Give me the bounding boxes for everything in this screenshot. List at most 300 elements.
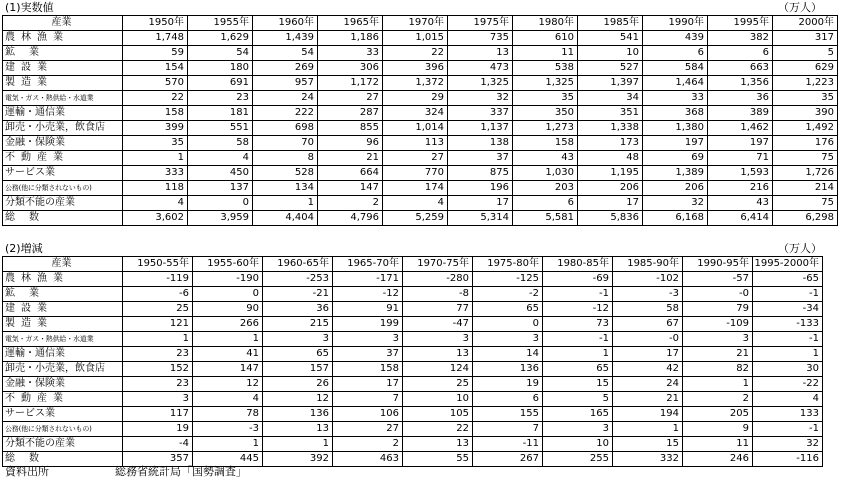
value-cell: 197: [643, 136, 708, 151]
value-cell: 1: [263, 437, 333, 452]
value-cell: 4: [188, 151, 253, 166]
value-cell: 158: [333, 362, 403, 377]
value-cell: 6: [708, 46, 773, 61]
value-cell: -0: [683, 287, 753, 302]
value-cell: 528: [253, 166, 318, 181]
value-cell: 32: [753, 437, 823, 452]
value-cell: 36: [263, 302, 333, 317]
column-header: 1990-95年: [683, 257, 753, 272]
value-cell: 147: [193, 362, 263, 377]
value-cell: 194: [613, 407, 683, 422]
value-cell: 0: [188, 196, 253, 211]
value-cell: 332: [613, 452, 683, 467]
value-cell: 96: [318, 136, 383, 151]
value-cell: 629: [773, 61, 838, 76]
industry-name: 公務(他に分類されないもの): [3, 181, 123, 196]
industry-name: 電気・ガス・熱供給・水道業: [3, 332, 123, 347]
value-cell: 1,372: [383, 76, 448, 91]
source-note: [5, 465, 247, 479]
value-cell: -280: [403, 272, 473, 287]
value-cell: 59: [123, 46, 188, 61]
value-cell: 0: [193, 287, 263, 302]
value-cell: 23: [188, 91, 253, 106]
value-cell: 5,836: [578, 211, 643, 226]
actual-values-table: [2, 15, 838, 226]
value-cell: 113: [383, 136, 448, 151]
value-cell: 390: [773, 106, 838, 121]
value-cell: 37: [448, 151, 513, 166]
value-cell: 1: [753, 347, 823, 362]
value-cell: 1,629: [188, 31, 253, 46]
value-cell: -4: [123, 437, 193, 452]
value-cell: 174: [383, 181, 448, 196]
value-cell: 32: [448, 91, 513, 106]
value-cell: 15: [613, 437, 683, 452]
value-cell: 138: [448, 136, 513, 151]
value-cell: 1: [193, 332, 263, 347]
table-row: [3, 151, 838, 166]
value-cell: 13: [403, 347, 473, 362]
value-cell: -109: [683, 317, 753, 332]
value-cell: 1: [123, 332, 193, 347]
value-cell: 79: [683, 302, 753, 317]
value-cell: 396: [383, 61, 448, 76]
value-cell: 1,356: [708, 76, 773, 91]
table-row: [3, 136, 838, 151]
column-header: 1980年: [513, 16, 578, 31]
value-cell: 1,338: [578, 121, 643, 136]
column-header: 1965-70年: [333, 257, 403, 272]
value-cell: 1,389: [643, 166, 708, 181]
value-cell: 34: [578, 91, 643, 106]
column-header: 1995-2000年: [753, 257, 823, 272]
value-cell: 33: [318, 46, 383, 61]
column-header: 1970年: [383, 16, 448, 31]
value-cell: 5: [543, 392, 613, 407]
value-cell: 357: [123, 452, 193, 467]
value-cell: 19: [473, 377, 543, 392]
industry-name: 卸売・小売業，飲食店: [3, 121, 123, 136]
column-header: 1960年: [253, 16, 318, 31]
value-cell: 5,314: [448, 211, 513, 226]
value-cell: 21: [318, 151, 383, 166]
value-cell: 1: [613, 422, 683, 437]
value-cell: 35: [513, 91, 578, 106]
value-cell: 205: [683, 407, 753, 422]
value-cell: 19: [123, 422, 193, 437]
industry-name: サービス業: [3, 407, 123, 422]
value-cell: 735: [448, 31, 513, 46]
value-cell: 875: [448, 166, 513, 181]
value-cell: 25: [123, 302, 193, 317]
column-header: 2000年: [773, 16, 838, 31]
value-cell: 333: [123, 166, 188, 181]
value-cell: 269: [253, 61, 318, 76]
value-cell: -65: [753, 272, 823, 287]
value-cell: 246: [683, 452, 753, 467]
value-cell: 75: [773, 196, 838, 211]
value-cell: 11: [683, 437, 753, 452]
industry-header: 産業: [3, 257, 123, 272]
industry-name: 建設業: [3, 61, 123, 76]
table-row: [3, 272, 823, 287]
industry-name: 製造業: [3, 76, 123, 91]
value-cell: 32: [643, 196, 708, 211]
value-cell: 324: [383, 106, 448, 121]
value-cell: 4: [123, 196, 188, 211]
value-cell: 3: [403, 332, 473, 347]
value-cell: -11: [473, 437, 543, 452]
value-cell: 2: [318, 196, 383, 211]
value-cell: 350: [513, 106, 578, 121]
value-cell: 23: [123, 377, 193, 392]
value-cell: 199: [333, 317, 403, 332]
table-row: [3, 407, 823, 422]
value-cell: 445: [193, 452, 263, 467]
value-cell: 9: [683, 422, 753, 437]
value-cell: 4: [753, 392, 823, 407]
value-cell: 180: [188, 61, 253, 76]
table-row: [3, 181, 838, 196]
value-cell: -133: [753, 317, 823, 332]
column-header: 1975年: [448, 16, 513, 31]
value-cell: 154: [123, 61, 188, 76]
value-cell: 698: [253, 121, 318, 136]
value-cell: 1,325: [513, 76, 578, 91]
value-cell: 134: [253, 181, 318, 196]
value-cell: 48: [578, 151, 643, 166]
value-cell: 1: [683, 377, 753, 392]
value-cell: 157: [263, 362, 333, 377]
value-cell: 30: [753, 362, 823, 377]
value-cell: 136: [263, 407, 333, 422]
value-cell: 22: [123, 91, 188, 106]
value-cell: 450: [188, 166, 253, 181]
value-cell: 1,273: [513, 121, 578, 136]
value-cell: 3: [543, 422, 613, 437]
value-cell: 35: [123, 136, 188, 151]
value-cell: 6,298: [773, 211, 838, 226]
value-cell: 351: [578, 106, 643, 121]
table-row: [3, 196, 838, 211]
value-cell: 527: [578, 61, 643, 76]
value-cell: 3,602: [123, 211, 188, 226]
value-cell: -3: [193, 422, 263, 437]
value-cell: 197: [708, 136, 773, 151]
value-cell: 570: [123, 76, 188, 91]
value-cell: -116: [753, 452, 823, 467]
table-row: [3, 422, 823, 437]
value-cell: 54: [188, 46, 253, 61]
value-cell: -1: [543, 287, 613, 302]
value-cell: 65: [543, 362, 613, 377]
value-cell: 551: [188, 121, 253, 136]
value-cell: 41: [193, 347, 263, 362]
section1-unit: （万人）: [778, 1, 822, 14]
value-cell: 11: [513, 46, 578, 61]
value-cell: 691: [188, 76, 253, 91]
value-cell: -125: [473, 272, 543, 287]
table-row: [3, 392, 823, 407]
value-cell: 10: [578, 46, 643, 61]
value-cell: 65: [473, 302, 543, 317]
column-header: 1990年: [643, 16, 708, 31]
value-cell: 6: [513, 196, 578, 211]
value-cell: 155: [473, 407, 543, 422]
value-cell: 5,581: [513, 211, 578, 226]
industry-name: 金融・保険業: [3, 136, 123, 151]
value-cell: 463: [333, 452, 403, 467]
value-cell: 1,462: [708, 121, 773, 136]
value-cell: 1,223: [773, 76, 838, 91]
value-cell: 70: [253, 136, 318, 151]
value-cell: -21: [263, 287, 333, 302]
value-cell: 3: [263, 332, 333, 347]
value-cell: 58: [188, 136, 253, 151]
value-cell: 43: [513, 151, 578, 166]
value-cell: -171: [333, 272, 403, 287]
value-cell: 12: [193, 377, 263, 392]
value-cell: -119: [123, 272, 193, 287]
industry-name: 農林漁業: [3, 272, 123, 287]
value-cell: 42: [613, 362, 683, 377]
value-cell: 6,168: [643, 211, 708, 226]
column-header: 1970-75年: [403, 257, 473, 272]
column-header: 1955-60年: [193, 257, 263, 272]
value-cell: 8: [253, 151, 318, 166]
value-cell: 71: [708, 151, 773, 166]
value-cell: 214: [773, 181, 838, 196]
value-cell: 5,259: [383, 211, 448, 226]
source-text: 総務省統計局「国勢調査」: [115, 465, 247, 478]
value-cell: 5: [773, 46, 838, 61]
industry-name: サービス業: [3, 166, 123, 181]
value-cell: -102: [613, 272, 683, 287]
value-cell: 23: [123, 347, 193, 362]
table-row: [3, 91, 838, 106]
value-cell: 1,137: [448, 121, 513, 136]
value-cell: 196: [448, 181, 513, 196]
section2-title: (2)増減: [5, 242, 43, 255]
value-cell: 4,404: [253, 211, 318, 226]
column-header: 1950年: [123, 16, 188, 31]
value-cell: 6,414: [708, 211, 773, 226]
industry-name: 農林漁業: [3, 31, 123, 46]
value-cell: 37: [333, 347, 403, 362]
value-cell: 473: [448, 61, 513, 76]
value-cell: -57: [683, 272, 753, 287]
value-cell: 27: [333, 422, 403, 437]
value-cell: 27: [383, 151, 448, 166]
value-cell: 13: [448, 46, 513, 61]
value-cell: 957: [253, 76, 318, 91]
table-row: [3, 317, 823, 332]
value-cell: -2: [473, 287, 543, 302]
value-cell: 73: [543, 317, 613, 332]
value-cell: 22: [383, 46, 448, 61]
value-cell: 15: [543, 377, 613, 392]
industry-header: 産業: [3, 16, 123, 31]
value-cell: 392: [263, 452, 333, 467]
industry-name: 卸売・小売業，飲食店: [3, 362, 123, 377]
value-cell: 663: [708, 61, 773, 76]
value-cell: 1: [543, 347, 613, 362]
table-row: [3, 437, 823, 452]
value-cell: 121: [123, 317, 193, 332]
value-cell: 29: [383, 91, 448, 106]
value-cell: 65: [263, 347, 333, 362]
column-header: 1955年: [188, 16, 253, 31]
value-cell: 206: [578, 181, 643, 196]
value-cell: 6: [643, 46, 708, 61]
value-cell: 133: [753, 407, 823, 422]
value-cell: 21: [613, 392, 683, 407]
value-cell: 203: [513, 181, 578, 196]
column-header: 1950-55年: [123, 257, 193, 272]
value-cell: 4,796: [318, 211, 383, 226]
value-cell: 147: [318, 181, 383, 196]
industry-name: 不動産業: [3, 151, 123, 166]
value-cell: 287: [318, 106, 383, 121]
value-cell: 317: [773, 31, 838, 46]
value-cell: 17: [613, 347, 683, 362]
table-row: [3, 377, 823, 392]
value-cell: 17: [448, 196, 513, 211]
value-cell: 2: [683, 392, 753, 407]
table-row: [3, 211, 838, 226]
table-row: [3, 347, 823, 362]
value-cell: 176: [773, 136, 838, 151]
section2-unit: （万人）: [778, 242, 822, 255]
value-cell: 152: [123, 362, 193, 377]
value-cell: 368: [643, 106, 708, 121]
value-cell: 389: [708, 106, 773, 121]
value-cell: 664: [318, 166, 383, 181]
value-cell: 1,186: [318, 31, 383, 46]
value-cell: 2: [333, 437, 403, 452]
value-cell: 1,325: [448, 76, 513, 91]
table-row: [3, 31, 838, 46]
value-cell: -12: [333, 287, 403, 302]
value-cell: 1,030: [513, 166, 578, 181]
value-cell: 91: [333, 302, 403, 317]
value-cell: 3: [473, 332, 543, 347]
value-cell: 136: [473, 362, 543, 377]
value-cell: 90: [193, 302, 263, 317]
value-cell: 770: [383, 166, 448, 181]
value-cell: 1,195: [578, 166, 643, 181]
value-cell: 1,397: [578, 76, 643, 91]
value-cell: 337: [448, 106, 513, 121]
value-cell: 855: [318, 121, 383, 136]
value-cell: -253: [263, 272, 333, 287]
source-label: 資料出所: [5, 465, 49, 478]
value-cell: 7: [473, 422, 543, 437]
value-cell: 10: [543, 437, 613, 452]
value-cell: 158: [123, 106, 188, 121]
value-cell: 399: [123, 121, 188, 136]
value-cell: 1,015: [383, 31, 448, 46]
value-cell: 1,464: [643, 76, 708, 91]
value-cell: 10: [403, 392, 473, 407]
value-cell: 4: [383, 196, 448, 211]
column-header: 1985-90年: [613, 257, 683, 272]
value-cell: 43: [708, 196, 773, 211]
value-cell: 13: [403, 437, 473, 452]
industry-name: 分類不能の産業: [3, 437, 123, 452]
industry-name: 金融・保険業: [3, 377, 123, 392]
value-cell: 3: [683, 332, 753, 347]
column-header: 1960-65年: [263, 257, 333, 272]
industry-name: 分類不能の産業: [3, 196, 123, 211]
industry-name: 建設業: [3, 302, 123, 317]
table-row: [3, 106, 838, 121]
value-cell: 69: [643, 151, 708, 166]
table-row: [3, 166, 838, 181]
value-cell: 77: [403, 302, 473, 317]
industry-name: 総数: [3, 211, 123, 226]
value-cell: -1: [753, 422, 823, 437]
value-cell: 78: [193, 407, 263, 422]
value-cell: 1,593: [708, 166, 773, 181]
value-cell: 75: [773, 151, 838, 166]
value-cell: 25: [403, 377, 473, 392]
value-cell: 35: [773, 91, 838, 106]
industry-name: 電気・ガス・熱供給・水道業: [3, 91, 123, 106]
value-cell: 13: [263, 422, 333, 437]
section1-title: (1)実数値: [5, 1, 54, 14]
value-cell: 4: [193, 392, 263, 407]
value-cell: 173: [578, 136, 643, 151]
value-cell: 3: [123, 392, 193, 407]
value-cell: 58: [613, 302, 683, 317]
industry-name: 運輸・通信業: [3, 106, 123, 121]
value-cell: 1,172: [318, 76, 383, 91]
table-row: [3, 332, 823, 347]
value-cell: 12: [263, 392, 333, 407]
table-row: [3, 287, 823, 302]
industry-name: 不動産業: [3, 392, 123, 407]
value-cell: 382: [708, 31, 773, 46]
value-cell: 165: [543, 407, 613, 422]
value-cell: 26: [263, 377, 333, 392]
value-cell: 1,014: [383, 121, 448, 136]
value-cell: 36: [708, 91, 773, 106]
value-cell: 106: [333, 407, 403, 422]
value-cell: 1,380: [643, 121, 708, 136]
industry-name: 総数: [3, 452, 123, 467]
column-header: 1980-85年: [543, 257, 613, 272]
table-row: [3, 46, 838, 61]
value-cell: 82: [683, 362, 753, 377]
value-cell: 1: [193, 437, 263, 452]
industry-name: 鉱業: [3, 46, 123, 61]
value-cell: 22: [403, 422, 473, 437]
value-cell: 439: [643, 31, 708, 46]
value-cell: 105: [403, 407, 473, 422]
value-cell: 610: [513, 31, 578, 46]
value-cell: 17: [578, 196, 643, 211]
table-row: [3, 121, 838, 136]
table-row: [3, 362, 823, 377]
value-cell: 541: [578, 31, 643, 46]
value-cell: 33: [643, 91, 708, 106]
value-cell: -1: [753, 287, 823, 302]
value-cell: 306: [318, 61, 383, 76]
industry-name: 鉱業: [3, 287, 123, 302]
value-cell: 54: [253, 46, 318, 61]
value-cell: 1,492: [773, 121, 838, 136]
